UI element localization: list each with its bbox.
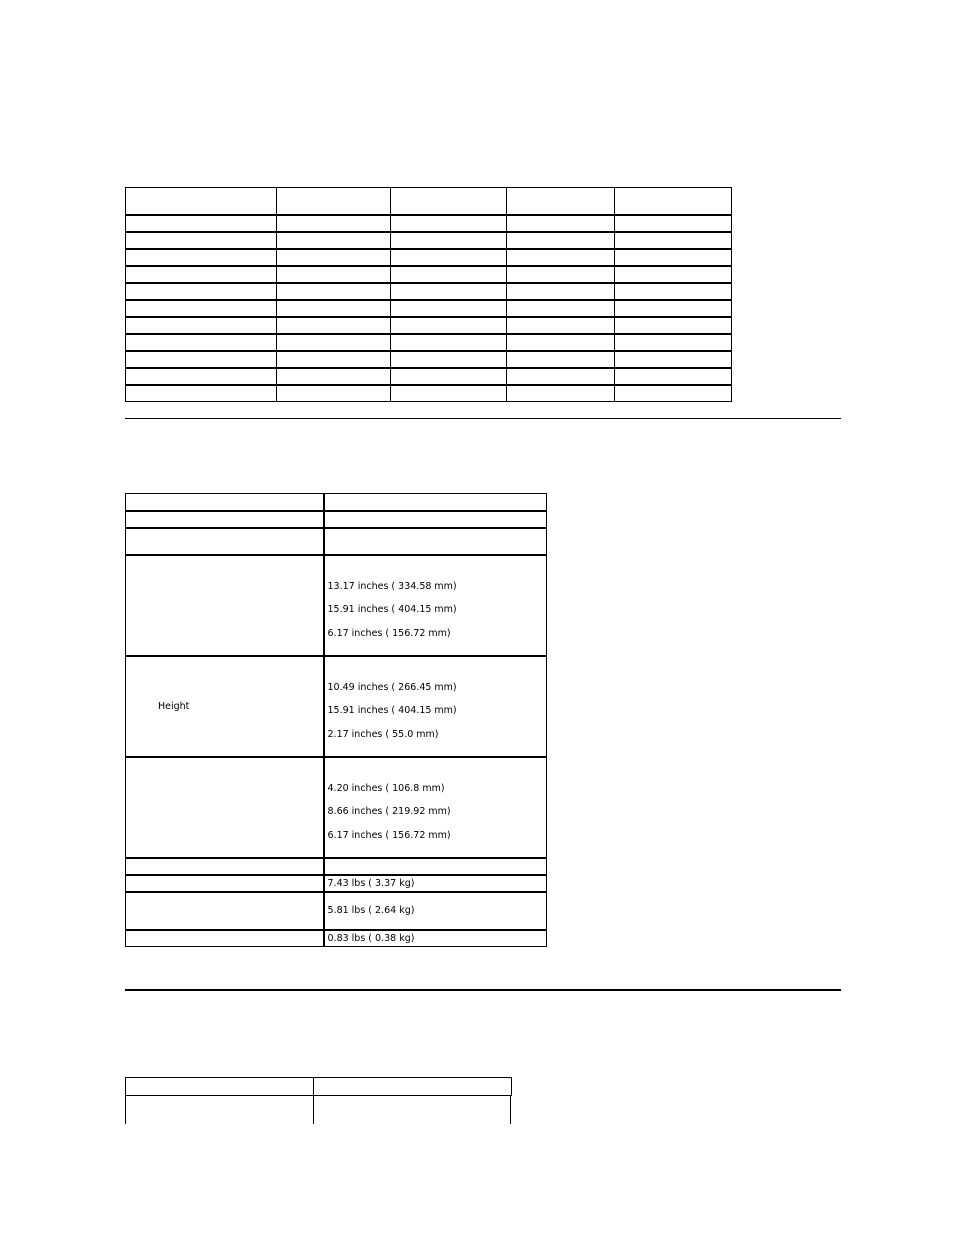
- height-label: Height: [126, 656, 324, 757]
- table-cell: [126, 351, 277, 368]
- table-cell: [507, 215, 615, 232]
- section-divider: [125, 418, 841, 419]
- row-label: [126, 892, 324, 930]
- dimensions-values: [324, 656, 547, 757]
- table-row: [126, 232, 732, 249]
- table-cell: [277, 385, 391, 402]
- table-cell: [615, 385, 732, 402]
- row-value: [324, 528, 547, 555]
- table-cell: [507, 232, 615, 249]
- table-cell: [615, 351, 732, 368]
- dimension-value: 13.17 inches ( 334.58 mm): [327, 580, 457, 592]
- table-cell: [615, 317, 732, 334]
- table-row: [126, 494, 547, 511]
- table-cell: [615, 283, 732, 300]
- table-cell: [126, 385, 277, 402]
- row-value: [324, 511, 547, 528]
- table-cell: [126, 249, 277, 266]
- weight-value: 5.81 lbs ( 2.64 kg): [324, 892, 547, 930]
- dimensions-values: [324, 555, 547, 656]
- table-cell: [391, 368, 507, 385]
- physical-characteristics-table: [125, 493, 547, 947]
- specification-grid-table: [125, 187, 732, 402]
- table-cell: [391, 232, 507, 249]
- table-cell: [507, 266, 615, 283]
- table-cell: [314, 1078, 512, 1096]
- table-row: [126, 385, 732, 402]
- table-cell: [277, 266, 391, 283]
- row-label: [126, 757, 324, 858]
- table-cell: [615, 266, 732, 283]
- table-cell: [391, 385, 507, 402]
- row-label: [126, 494, 324, 511]
- dimension-value: 15.91 inches ( 404.15 mm): [327, 604, 457, 615]
- table-cell: [507, 385, 615, 402]
- table-cell: [507, 188, 615, 215]
- table-cell: [391, 317, 507, 334]
- table-cell: [391, 283, 507, 300]
- table-cell: [507, 317, 615, 334]
- table-cell: [126, 368, 277, 385]
- table-row: [126, 188, 732, 215]
- table-cell: [391, 215, 507, 232]
- column-divider: [313, 1096, 314, 1124]
- table-row: [126, 215, 732, 232]
- dimension-value: 10.49 inches ( 266.45 mm): [327, 681, 457, 693]
- row-label: [126, 511, 324, 528]
- table-cell: [391, 300, 507, 317]
- dimension-value: 6.17 inches ( 156.72 mm): [327, 829, 451, 841]
- table-cell: [615, 232, 732, 249]
- table-cell: [126, 232, 277, 249]
- weight-value: 7.43 lbs ( 3.37 kg): [324, 875, 547, 892]
- table-cell: [277, 351, 391, 368]
- table-cell: [126, 215, 277, 232]
- weight-row: [126, 930, 547, 947]
- table-cell: [391, 351, 507, 368]
- table-cell: [277, 317, 391, 334]
- table-cell: [277, 249, 391, 266]
- table-row: [126, 334, 732, 351]
- table-row: [126, 511, 547, 528]
- table-cell: [507, 368, 615, 385]
- table-row: [126, 266, 732, 283]
- dimensions-values: [324, 757, 547, 858]
- table-row: [126, 249, 732, 266]
- table-cell: [615, 215, 732, 232]
- table-cell: [277, 334, 391, 351]
- section-divider: [125, 989, 841, 991]
- table-row: [126, 317, 732, 334]
- table-cell: [391, 188, 507, 215]
- row-label: [126, 528, 324, 555]
- table-cell: [277, 232, 391, 249]
- table-continuation: [125, 1095, 511, 1124]
- row-value: [324, 858, 547, 875]
- table-row: [126, 351, 732, 368]
- weight-value: 0.83 lbs ( 0.38 kg): [324, 930, 547, 947]
- table-cell: [507, 283, 615, 300]
- table-cell: [126, 188, 277, 215]
- table-cell: [507, 351, 615, 368]
- table-cell: [277, 300, 391, 317]
- dimension-value: 2.17 inches ( 55.0 mm): [327, 728, 439, 740]
- dimensions-group-without-stand: [126, 656, 547, 757]
- dimension-value: 4.20 inches ( 106.8 mm): [327, 782, 445, 794]
- table-cell: [126, 283, 277, 300]
- table-cell: [391, 249, 507, 266]
- table-cell: [277, 215, 391, 232]
- row-label: [126, 930, 324, 947]
- dimensions-group-stand: [126, 757, 547, 858]
- table-cell: [615, 249, 732, 266]
- weight-row: [126, 892, 547, 930]
- table-row: [126, 300, 732, 317]
- table-row: [126, 368, 732, 385]
- table-cell: [391, 334, 507, 351]
- table-cell: [507, 334, 615, 351]
- table-cell: [277, 283, 391, 300]
- table-cell: [277, 368, 391, 385]
- dimension-value: 15.91 inches ( 404.15 mm): [327, 705, 457, 716]
- row-label: [126, 858, 324, 875]
- environmental-table: [125, 1077, 512, 1096]
- table-cell: [277, 188, 391, 215]
- table-cell: [391, 266, 507, 283]
- row-label: [126, 555, 324, 656]
- table-cell: [126, 334, 277, 351]
- row-value: [324, 494, 547, 511]
- dimension-value: 6.17 inches ( 156.72 mm): [327, 627, 451, 639]
- table-cell: [507, 300, 615, 317]
- table-cell: [615, 334, 732, 351]
- dimension-value: 8.66 inches ( 219.92 mm): [327, 806, 451, 817]
- table-cell: [507, 249, 615, 266]
- table-cell: [126, 317, 277, 334]
- table-row: [126, 1078, 512, 1096]
- row-label: [126, 875, 324, 892]
- dimensions-group-with-stand: [126, 555, 547, 656]
- table-cell: [126, 266, 277, 283]
- table-cell: [615, 188, 732, 215]
- table-cell: [615, 300, 732, 317]
- table-cell: [615, 368, 732, 385]
- weight-row: [126, 875, 547, 892]
- table-row: [126, 858, 547, 875]
- table-row: [126, 283, 732, 300]
- table-cell: [126, 1078, 314, 1096]
- table-cell: [126, 300, 277, 317]
- table-row: [126, 528, 547, 555]
